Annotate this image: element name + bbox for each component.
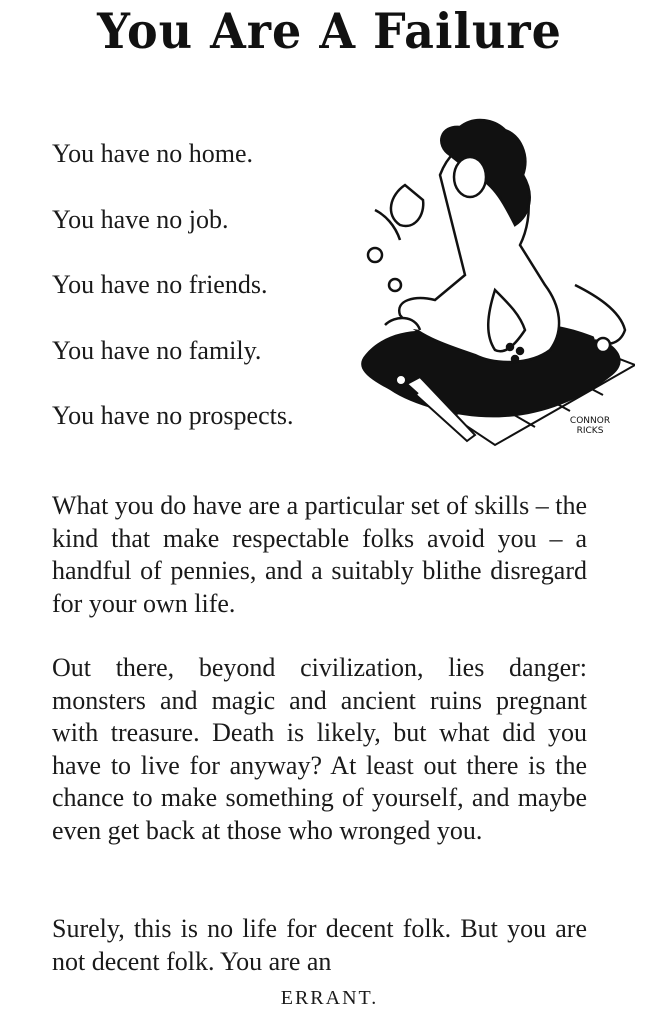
artist-signature-line2: RICKS — [576, 426, 604, 436]
intro-line: You have no friends. — [52, 270, 268, 299]
page-title: You Are A Failure — [97, 2, 562, 60]
paragraph-danger: Out there, beyond civilization, lies danger: monsters and magic and ancient ruins pregnant with treasure. Death is likely, but what did you have to live for anyway? At least out there is the chance to make something of yourself, and maybe even get back at those who wronged you. — [52, 653, 587, 845]
paragraph-skills: What you do have are a particular set of skills – the kind that make respectable folks avoid you – a handful of pennies, and a suitably blithe disregard for your own life. — [52, 491, 587, 618]
jester-illustration — [345, 115, 635, 455]
artist-signature-line1: CONNOR — [569, 416, 611, 426]
closing-word: ERRANT. — [280, 987, 379, 1009]
intro-lines — [52, 138, 352, 466]
intro-line: You have no job. — [52, 204, 229, 234]
paragraph-decent-folk: Surely, this is no life for decent folk. But you are not decent folk. You are an — [52, 914, 587, 976]
intro-line: You have no family. — [52, 335, 262, 365]
jester-figure — [368, 120, 625, 362]
intro-line: You have no home. — [52, 139, 254, 168]
intro-line: You have no prospects. — [52, 401, 294, 430]
